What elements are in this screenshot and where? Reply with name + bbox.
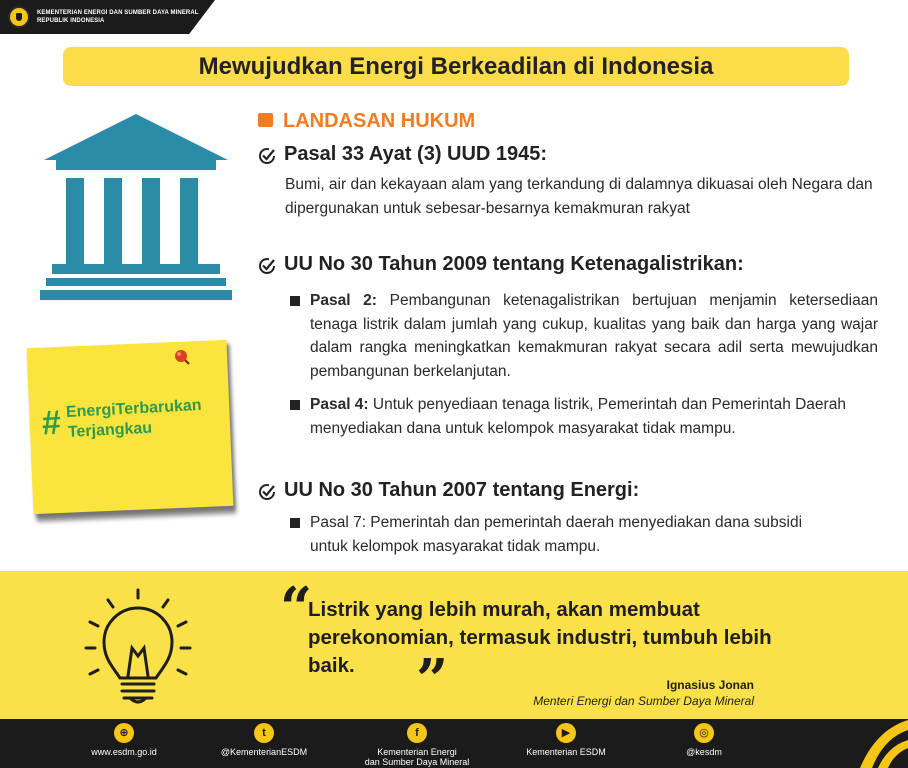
quote-close-mark: ”	[416, 647, 449, 713]
footer-youtube-text: Kementerian ESDM	[526, 747, 606, 757]
pasal-2-item	[310, 289, 878, 383]
ministry-logo-icon	[8, 6, 30, 28]
bullet-icon	[290, 518, 300, 528]
pasal-4-item	[310, 393, 885, 440]
bullet-icon	[290, 400, 300, 410]
law-text-uud: Bumi, air dan kekayaan alam yang terkandung di dalamnya dikuasai oleh Negara dan dipergunakan untuk sebesar-besarnya kemakmuran rakyat	[285, 176, 873, 217]
check-circle-icon	[257, 482, 277, 502]
quote-text: Listrik yang lebih murah, akan membuat perekonomian, termasuk industri, tumbuh lebih baik.	[308, 598, 772, 677]
light-bulb-icon	[82, 586, 194, 708]
org-name-line2: REPUBLIK INDONESIA	[37, 18, 105, 24]
corner-decoration	[856, 714, 908, 768]
title-banner	[63, 47, 849, 86]
pasal-2-text: Pembangunan ketenagalistrikan bertujuan menjamin ketersediaan tenaga listrik dalam jumlah yang cukup, kualitas yang baik dan harga yang wajar dalam rangka meningkatkan kemakmuran rakyat secara adil serta mewujudkan pembangunan berkelanjutan.	[310, 292, 878, 380]
twitter-icon: t	[254, 723, 274, 743]
hashtag-text-line2: Terjangkau	[67, 419, 153, 441]
government-building-icon	[38, 112, 234, 302]
facebook-icon: f	[407, 723, 427, 743]
footer-website-text: www.esdm.go.id	[91, 747, 157, 757]
globe-icon: ⊕	[114, 723, 134, 743]
youtube-icon: ▶	[556, 723, 576, 743]
quote-open-mark: “	[280, 575, 313, 641]
pasal-2-label: Pasal 2:	[310, 292, 377, 309]
check-circle-icon	[257, 146, 277, 166]
pasal-4-text: Untuk penyediaan tenaga listrik, Pemerintah dan Pemerintah Daerah menyediakan dana untuk kelompok masyarakat tidak mampu.	[310, 396, 846, 437]
pasal-4-label: Pasal 4:	[310, 396, 369, 413]
org-name-line1: KEMENTERIAN ENERGI DAN SUMBER DAYA MINERAL	[37, 10, 199, 16]
speaker-role: Menteri Energi dan Sumber Daya Mineral	[533, 694, 754, 708]
header-bar	[0, 0, 215, 34]
footer-instagram-link[interactable]	[614, 719, 794, 757]
hashtag-text-line1: EnergiTerbarukan	[65, 396, 202, 421]
bullet-icon	[290, 296, 300, 306]
pasal-7-text: Pasal 7: Pemerintah dan pemerintah daerah menyediakan dana subsidi untuk kelompok masyarakat tidak mampu.	[310, 514, 803, 555]
speaker-name: Ignasius Jonan	[666, 678, 754, 692]
footer-twitter-text: @KementerianESDM	[220, 747, 308, 757]
page-title: Mewujudkan Energi Berkeadilan di Indonesia	[198, 52, 714, 80]
section-heading: LANDASAN HUKUM	[283, 110, 476, 132]
instagram-icon: ◎	[694, 723, 714, 743]
footer-instagram-text: @kesdm	[686, 747, 722, 757]
hashtag-symbol: #	[40, 403, 62, 443]
footer-facebook-text: Kementerian Energi dan Sumber Daya Mineral	[364, 747, 470, 767]
section-marker-icon	[258, 113, 273, 127]
law-title-uud: Pasal 33 Ayat (3) UUD 1945:	[284, 143, 548, 165]
law-title-energi: UU No 30 Tahun 2007 tentang Energi:	[284, 479, 640, 501]
push-pin-icon	[173, 348, 195, 370]
law-title-ketenagalistrikan: UU No 30 Tahun 2009 tentang Ketenagalistrikan:	[284, 253, 744, 275]
check-circle-icon	[257, 256, 277, 276]
